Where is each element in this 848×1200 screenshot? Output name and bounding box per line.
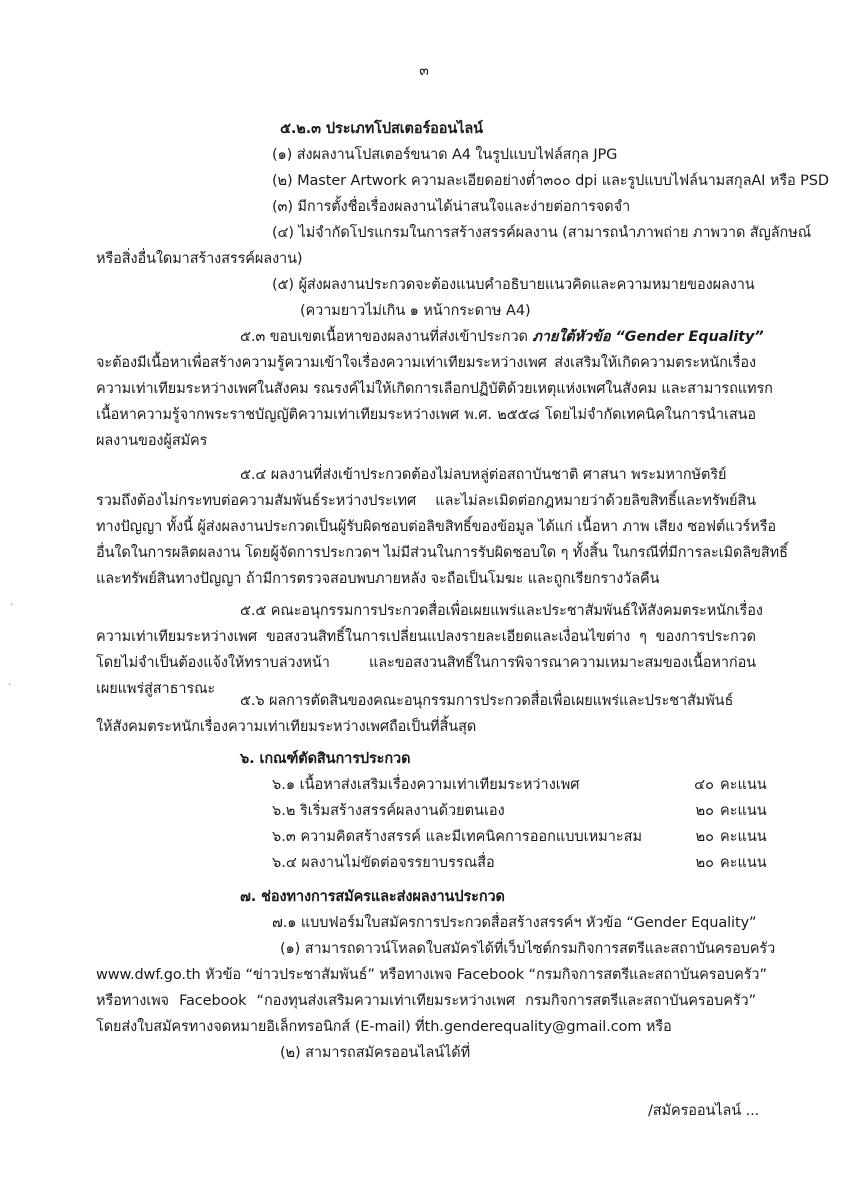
list-item-continuation: หรือสิ่งอื่นใดมาสร้างสรรค์ผลงาน) — [96, 251, 303, 267]
paragraph-line: โดยไม่จำเป็นต้องแจ้งให้ทราบล่วงหน้า และขอสงวนสิทธิ์ในการพิจารณาความเหมาะสมของเนื้อหาก่อน — [96, 655, 756, 671]
criteria-label: ๖.๔ ผลงานไม่ขัดต่อจรรยาบรรณสื่อ — [272, 855, 495, 871]
paragraph-line: โดยส่งใบสมัครทางจดหมายอิเล็กทรอนิกส์ (E-mail) ที่th.genderequality@gmail.com หรือ — [96, 1019, 672, 1035]
paragraph-line: ผลงานของผู้สมัคร — [96, 433, 208, 449]
list-item: (๒) Master Artwork ความละเอียดอย่างต่ำ๓๐๐ dpi และรูปแบบไฟล์นามสกุลAI หรือ PSD — [272, 173, 829, 189]
list-item: (๕) ผู้ส่งผลงานประกวดจะต้องแนบคำอธิบายแนวคิดและความหมายของผลงาน — [272, 277, 755, 293]
paragraph-line: ให้สังคมตระหนักเรื่องความเท่าเทียมระหว่างเพศถือเป็นที่สิ้นสุด — [96, 719, 477, 735]
paragraph-line: www.dwf.go.th หัวข้อ “ข่าวประชาสัมพันธ์” หรือทางเพจ Facebook “กรมกิจการสตรีและสถาบันครอบครัว” — [96, 967, 767, 983]
paragraph-line: ทางปัญญา ทั้งนี้ ผู้ส่งผลงานประกวดเป็นผู้รับผิดชอบต่อลิขสิทธิ์ของข้อมูล ได้แก่ เนื้อหา ภาพ เสียง ซอฟต์แวร์หรือ — [96, 519, 776, 535]
scan-mark: · — [8, 680, 12, 691]
continuation-marker: /สมัครออนไลน์ ... — [648, 1103, 760, 1119]
paragraph-5-3-lead-text: ๕.๓ ขอบเขตเนื้อหาของผลงานที่ส่งเข้าประกวด — [240, 329, 528, 345]
topic-emphasis: ภายใต้หัวข้อ “Gender Equality” — [532, 329, 764, 345]
paragraph-line: รวมถึงต้องไม่กระทบต่อความสัมพันธ์ระหว่างประเทศ และไม่ละเมิดต่อกฎหมายว่าด้วยลิขสิทธิ์และทรัพย์สิน — [96, 493, 756, 509]
paragraph-5-3-lead — [240, 324, 764, 350]
section-heading-7: ๗. ช่องทางการสมัครและส่งผลงานประกวด — [240, 889, 505, 905]
scan-mark: · — [10, 600, 14, 611]
section-heading-6: ๖. เกณฑ์ตัดสินการประกวด — [240, 751, 411, 767]
criteria-unit: คะแนน — [720, 855, 767, 871]
list-item: (๑) ส่งผลงานโปสเตอร์ขนาด A4 ในรูปแบบไฟล์สกุล JPG — [272, 147, 618, 163]
criteria-score: ๒๐ — [695, 803, 714, 819]
criteria-unit: คะแนน — [720, 803, 767, 819]
criteria-score: ๒๐ — [695, 855, 714, 871]
paragraph-line: ๕.๔ ผลงานที่ส่งเข้าประกวดต้องไม่ลบหลู่ต่อสถาบันชาติ ศาสนา พระมหากษัตริย์ — [240, 467, 727, 483]
paragraph-line: ความเท่าเทียมระหว่างเพศในสังคม รณรงค์ไม่ให้เกิดการเลือกปฏิบัติด้วยเหตุแห่งเพศในสังคม และสามารถแทรก — [96, 381, 773, 397]
subsection-7-1: ๗.๑ แบบฟอร์มใบสมัครการประกวดสื่อสร้างสรรค์ฯ หัวข้อ “Gender Equality” — [272, 915, 757, 931]
criteria-label: ๖.๑ เนื้อหาส่งเสริมเรื่องความเท่าเทียมระหว่างเพศ — [272, 777, 580, 793]
list-item-continuation: (ความยาวไม่เกิน ๑ หน้ากระดาษ A4) — [300, 303, 531, 319]
criteria-score: ๔๐ — [694, 777, 714, 793]
paragraph-line: จะต้องมีเนื้อหาเพื่อสร้างความรู้ความเข้าใจเรื่องความเท่าเทียมระหว่างเพศ ส่งเสริมให้เกิดความตระหนักเรื่อง — [96, 355, 756, 371]
criteria-score: ๒๐ — [695, 829, 714, 845]
paragraph-line: เผยแพร่สู่สาธารณะ — [96, 681, 216, 697]
criteria-label: ๖.๓ ความคิดสร้างสรรค์ และมีเทคนิคการออกแบบเหมาะสม — [272, 829, 643, 845]
list-item: (๔) ไม่จำกัดโปรแกรมในการสร้างสรรค์ผลงาน (สามารถนำภาพถ่าย ภาพวาด สัญลักษณ์ — [272, 225, 812, 241]
paragraph-line: และทรัพย์สินทางปัญญา ถ้ามีการตรวจสอบพบภายหลัง จะถือเป็นโมฆะ และถูกเรียกรางวัลคืน — [96, 571, 660, 587]
paragraph-line: อื่นใดในการผลิตผลงาน โดยผู้จัดการประกวดฯ ไม่มีส่วนในการรับผิดชอบใด ๆ ทั้งสิ้น ในกรณีที่มีการละเมิดลิขสิทธิ์ — [96, 545, 788, 561]
list-item: (๓) มีการตั้งชื่อเรื่องผลงานได้น่าสนใจและง่ายต่อการจดจำ — [272, 199, 631, 215]
paragraph-line: (๒) สามารถสมัครออนไลน์ได้ที่ — [280, 1045, 471, 1061]
paragraph-line: เนื้อหาความรู้จากพระราชบัญญัติความเท่าเทียมระหว่างเพศ พ.ศ. ๒๕๕๘ โดยไม่จำกัดเทคนิคในการนำเสนอ — [96, 407, 756, 423]
page-number: ๓ — [419, 63, 429, 79]
criteria-unit: คะแนน — [720, 829, 767, 845]
paragraph-line: (๑) สามารถดาวน์โหลดใบสมัครได้ที่เว็บไซต์กรมกิจการสตรีและสถาบันครอบครัว — [280, 941, 776, 957]
criteria-label: ๖.๒ ริเริ่มสร้างสรรค์ผลงานด้วยตนเอง — [272, 803, 505, 819]
paragraph-line: ความเท่าเทียมระหว่างเพศ ขอสงวนสิทธิ์ในการเปลี่ยนแปลงรายละเอียดและเงื่อนไขต่าง ๆ ของการประกวด — [96, 629, 756, 645]
paragraph-line: หรือทางเพจ Facebook “กองทุนส่งเสริมความเท่าเทียมระหว่างเพศ กรมกิจการสตรีและสถาบันครอบครัว” — [96, 993, 756, 1009]
paragraph-line: ๕.๕ คณะอนุกรรมการประกวดสื่อเพื่อเผยแพร่และประชาสัมพันธ์ให้สังคมตระหนักเรื่อง — [240, 603, 763, 619]
section-heading-5-2-3: ๕.๒.๓ ประเภทโปสเตอร์ออนไลน์ — [280, 121, 483, 137]
paragraph-line: ๕.๖ ผลการตัดสินของคณะอนุกรรมการประกวดสื่อเพื่อเผยแพร่และประชาสัมพันธ์ — [240, 693, 734, 709]
criteria-unit: คะแนน — [720, 777, 767, 793]
